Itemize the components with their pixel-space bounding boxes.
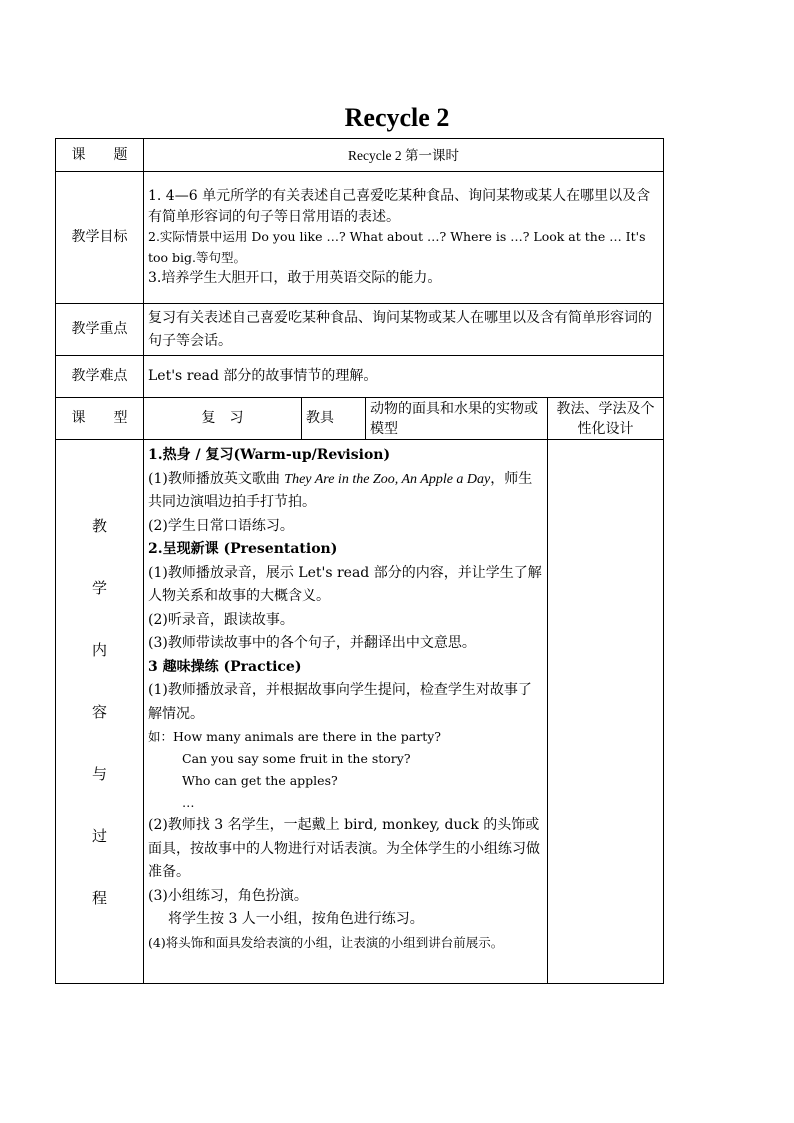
topic-label: 课 题 [56,139,144,172]
topic-value: Recycle 2 第一课时 [144,139,664,172]
practice-item-3: (3)小组练习，角色扮演。 [148,887,308,904]
lesson-type-value: 复 习 [144,398,302,440]
presentation-item-1: (1)教师播放录音，展示 Let's read 部分的内容，并让学生了解人物关系和故事的大概含义。 [148,564,542,604]
teaching-aids-value: 动物的面具和水果的实物或模型 [366,398,548,440]
lesson-plan-table [55,138,664,984]
practice-item-4: (4)将头饰和面具发给表演的小组，让表演的小组到讲台前展示。 [148,934,504,950]
process-label-char: 过 [91,826,107,845]
warmup-item-1-prefix: (1)教师播放英文歌曲 [148,470,285,487]
practice-item-2: (2)教师找 3 名学生，一起戴上 bird, monkey, duck 的头饰或面具，按故事中的人物进行对话表演。为全体学生的小组练习做准备。 [148,817,540,880]
process-label-char: 教 [91,516,107,535]
difficulties-row [56,356,664,398]
teaching-aids-label: 教具 [302,398,366,440]
example-question-1 [148,726,543,748]
lesson-type-row [56,398,664,440]
example-question-2: Can you say some fruit in the story? [182,751,411,766]
objectives-content [144,172,664,304]
process-label-char: 学 [91,578,107,597]
section-warmup-heading: 1.热身 / 复习(Warm-up/Revision) [148,447,391,463]
process-label [56,440,144,984]
lesson-type-label: 课 型 [56,398,144,440]
difficulties-label: 教学难点 [56,356,144,398]
warmup-item-2: (2)学生日常口语练习。 [148,517,294,534]
topic-row [56,139,664,172]
objective-item-3: 3.培养学生大胆开口，敢于用英语交际的能力。 [148,270,442,287]
process-label-char: 容 [91,702,107,721]
methods-header: 教法、学法及个性化设计 [548,398,664,440]
document-title: Recycle 2 [344,103,450,132]
key-points-row [56,304,664,356]
key-points-value: 复习有关表述自己喜爱吃某种食品、询问某物或某人在哪里以及含有简单形容词的句子等会话。 [144,304,664,356]
difficulties-value: Let's read 部分的故事情节的理解。 [144,356,664,398]
example-ellipsis: … [182,795,195,810]
methods-notes-cell [548,440,664,984]
presentation-item-3: (3)教师带读故事中的各个句子，并翻译出中文意思。 [148,635,476,651]
example-question-3: Who can get the apples? [182,773,338,788]
example-prefix: 如： [148,729,174,744]
process-content [144,440,548,984]
process-label-char: 程 [91,888,107,907]
section-practice-heading: 3 趣味操练 (Practice) [148,658,302,675]
process-row [56,440,664,984]
process-label-char: 与 [91,764,107,783]
objective-item-2: 2.实际情景中运用 Do you like …? What about …? Where is …? Look at the … It's too big.等句型。 [148,229,646,265]
objectives-row [56,172,664,304]
section-presentation-heading: 2.呈现新课 (Presentation) [148,541,338,557]
practice-item-3-detail: 将学生按 3 人一小组，按角色进行练习。 [168,911,424,927]
presentation-item-2: (2)听录音，跟读故事。 [148,611,294,628]
practice-item-1: (1)教师播放录音，并根据故事向学生提问，检查学生对故事了解情况。 [148,682,532,722]
objectives-label: 教学目标 [56,172,144,304]
song-titles: They Are in the Zoo, An Apple a Day [284,471,491,487]
example-question-1-text: How many animals are there in the party? [173,729,441,744]
warmup-item-1 [148,468,543,515]
objective-item-1: 1. 4—6 单元所学的有关表述自己喜爱吃某种食品、询问某物或某人在哪里以及含有简单形容词的句子等日常用语的表述。 [148,188,651,225]
process-label-char: 内 [91,640,107,659]
warmup-item-1-suffix: ，师生共同边演唱边拍手打节拍。 [148,470,533,510]
key-points-label: 教学重点 [56,304,144,356]
